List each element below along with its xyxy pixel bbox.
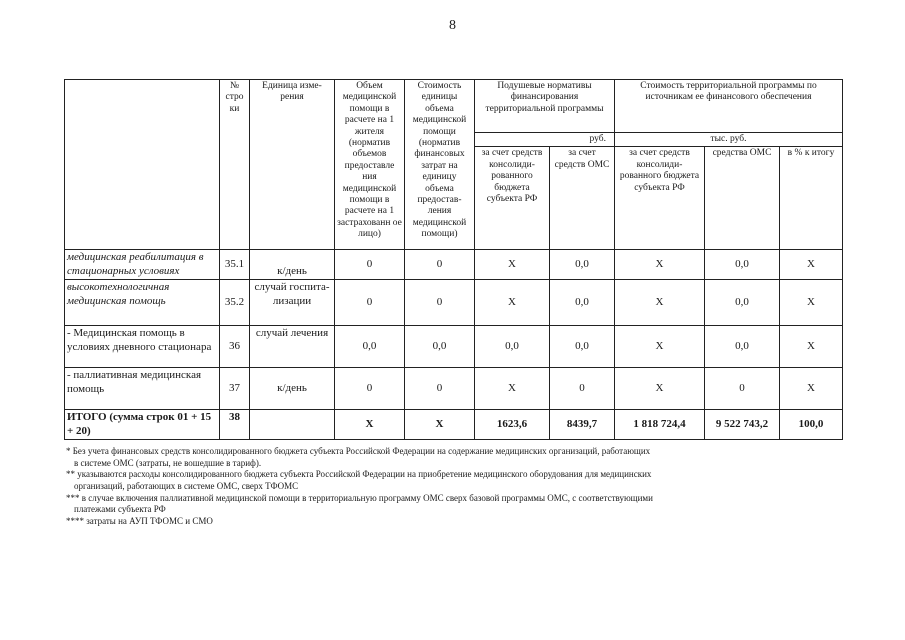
table-row bbox=[65, 326, 843, 368]
table-row bbox=[65, 280, 843, 326]
header-volume: Объем медицинской помощи в расчете на 1 жителя (норматив объемов предоставле ния медицинской помощи в расчете на 1 застрахованн ое лицо) bbox=[335, 80, 405, 250]
header-sub-oms-b: средства ОМС bbox=[705, 147, 780, 250]
row-number: 35.2 bbox=[220, 280, 250, 326]
row-cost: 0,0 bbox=[405, 326, 475, 368]
total-volume: X bbox=[335, 410, 405, 439]
row-tc-oms: 0 bbox=[705, 368, 780, 410]
footnote-2-cont: организаций, работающих в системе ОМС, сверх ТФОМС bbox=[74, 481, 299, 492]
row-tc-oms: 0,0 bbox=[705, 250, 780, 280]
row-name: медицинская реабилитация в стационарных условиях bbox=[65, 250, 220, 280]
header-name-cell bbox=[65, 80, 220, 250]
row-number: 35.1 bbox=[220, 250, 250, 280]
total-tc-budget: 1 818 724,4 bbox=[615, 410, 705, 439]
row-volume: 0 bbox=[335, 368, 405, 410]
footnotes bbox=[66, 446, 786, 528]
footnote-2: ** указываются расходы консолидированного бюджета субъекта Российской Федерации на приобретение медицинского оборудования для медицинских bbox=[66, 469, 652, 480]
row-pc-oms: 0,0 bbox=[550, 250, 615, 280]
total-name: ИТОГО (сумма строк 01 + 15 + 20) bbox=[65, 410, 220, 439]
row-tc-budget: X bbox=[615, 326, 705, 368]
header-sub-percent: в % к итогу bbox=[780, 147, 843, 250]
header-unit-rub: руб. bbox=[475, 133, 615, 147]
row-pc-budget: X bbox=[475, 250, 550, 280]
header-cost-unit: Стоимость единицы объема медицинской помощи (норматив финансовых затрат на единицу объема предостав-ления медицинской помощи) bbox=[405, 80, 475, 250]
row-number: 36 bbox=[220, 326, 250, 368]
footnote-3: *** в случае включения паллиативной медицинской помощи в территориальную программу ОМС сверх базовой программы ОМС, с соответствующими bbox=[66, 492, 653, 503]
row-pc-oms: 0,0 bbox=[550, 280, 615, 326]
header-sub-budget-a: за счет средств консолиди-рованного бюджета субъекта РФ bbox=[475, 147, 550, 250]
row-cost: 0 bbox=[405, 250, 475, 280]
row-unit: случай лечения bbox=[250, 326, 335, 368]
row-tc-pct: X bbox=[780, 250, 843, 280]
table-row bbox=[65, 250, 843, 280]
row-tc-pct: X bbox=[780, 326, 843, 368]
total-number: 38 bbox=[220, 410, 250, 439]
row-name: - паллиативная медицинская помощь bbox=[65, 368, 220, 410]
row-volume: 0 bbox=[335, 280, 405, 326]
row-tc-budget: X bbox=[615, 280, 705, 326]
row-name: - Медицинская помощь в условиях дневного стационара bbox=[65, 326, 220, 368]
total-pc-budget: 1623,6 bbox=[475, 410, 550, 439]
header-unit: Единица изме-рения bbox=[250, 80, 335, 250]
row-tc-oms: 0,0 bbox=[705, 280, 780, 326]
row-pc-budget: X bbox=[475, 280, 550, 326]
row-volume: 0 bbox=[335, 250, 405, 280]
footnote-4: **** затраты на АУП ТФОМС и СМО bbox=[66, 516, 213, 527]
row-pc-budget: 0,0 bbox=[475, 326, 550, 368]
header-row-no: № стро ки bbox=[220, 80, 250, 250]
total-pc-oms: 8439,7 bbox=[550, 410, 615, 439]
row-pc-oms: 0 bbox=[550, 368, 615, 410]
header-row-1 bbox=[65, 80, 843, 133]
row-name: высокотехнологичная медицинская помощь bbox=[65, 280, 220, 326]
total-unit bbox=[250, 410, 335, 439]
row-pc-budget: X bbox=[475, 368, 550, 410]
row-tc-oms: 0,0 bbox=[705, 326, 780, 368]
row-unit: к/день bbox=[250, 250, 335, 280]
row-tc-budget: X bbox=[615, 368, 705, 410]
row-unit: случай госпита-лизации bbox=[250, 280, 335, 326]
footnote-1-cont: в системе ОМС (затраты, не вошедшие в тариф). bbox=[74, 457, 262, 468]
row-volume: 0,0 bbox=[335, 326, 405, 368]
financing-table bbox=[64, 79, 843, 440]
header-sub-oms-a: за счет средств ОМС bbox=[550, 147, 615, 250]
header-per-capita: Подушевые нормативы финансирования территориальной программы bbox=[475, 80, 615, 133]
row-number: 37 bbox=[220, 368, 250, 410]
table-row bbox=[65, 368, 843, 410]
total-tc-oms: 9 522 743,2 bbox=[705, 410, 780, 439]
header-program-cost: Стоимость территориальной программы по источникам ее финансового обеспечения bbox=[615, 80, 843, 133]
total-cost: X bbox=[405, 410, 475, 439]
row-cost: 0 bbox=[405, 280, 475, 326]
header-sub-budget-b: за счет средств консолиди-рованного бюджета субъекта РФ bbox=[615, 147, 705, 250]
row-cost: 0 bbox=[405, 368, 475, 410]
total-tc-pct: 100,0 bbox=[780, 410, 843, 439]
row-pc-oms: 0,0 bbox=[550, 326, 615, 368]
total-row bbox=[65, 410, 843, 439]
row-unit: к/день bbox=[250, 368, 335, 410]
row-tc-pct: X bbox=[780, 280, 843, 326]
footnote-3-cont: платежами субъекта РФ bbox=[74, 504, 166, 515]
row-tc-pct: X bbox=[780, 368, 843, 410]
footnote-1: * Без учета финансовых средств консолидированного бюджета субъекта Российской Федерации на содержание медицинских организаций, работающих bbox=[66, 446, 651, 456]
row-tc-budget: X bbox=[615, 250, 705, 280]
page-number: 8 bbox=[449, 18, 456, 33]
header-unit-thousand-rub: тыс. руб. bbox=[615, 133, 843, 147]
